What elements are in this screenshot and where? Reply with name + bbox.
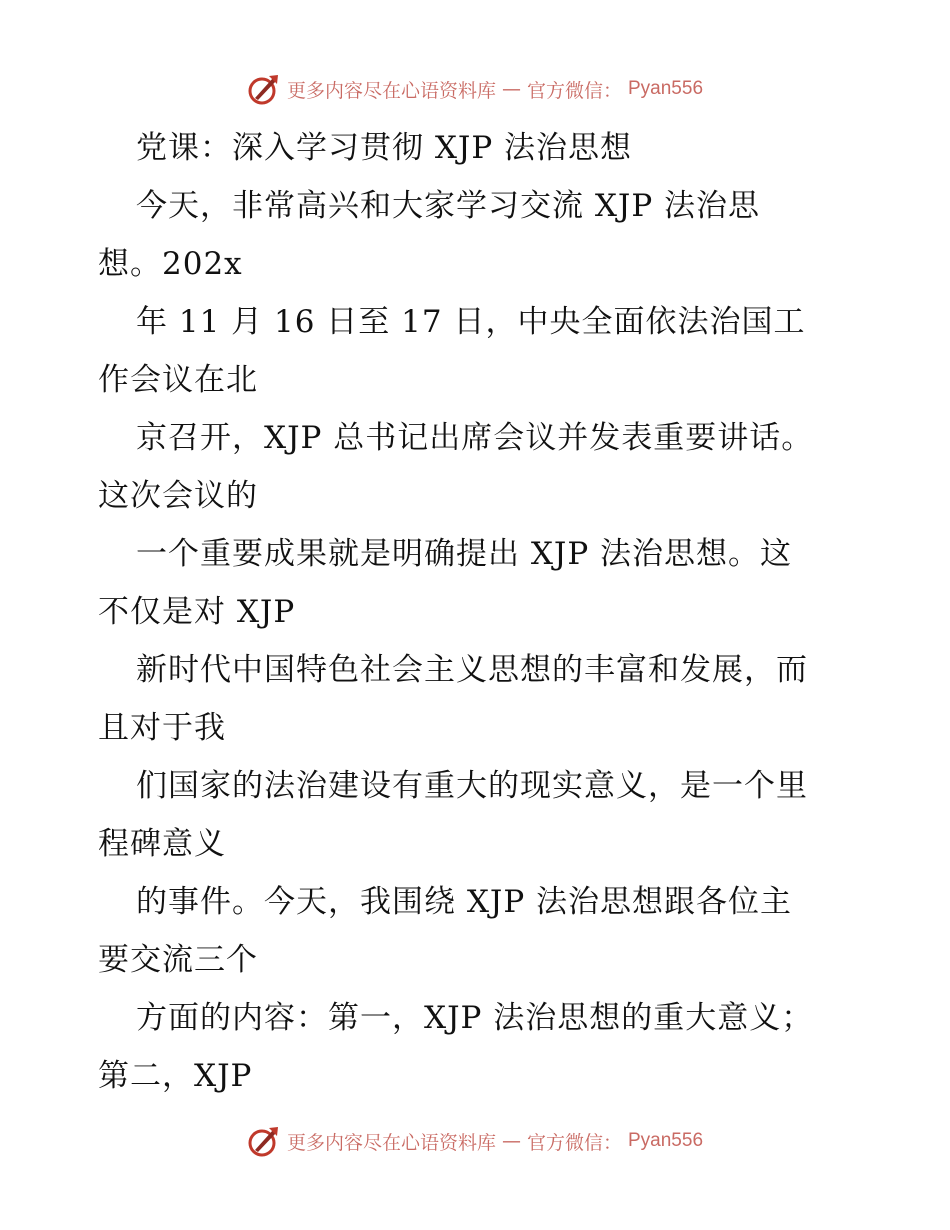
paragraph-line: 不仅是对 XJP — [98, 594, 296, 630]
paragraph-line: 且对于我 — [98, 710, 226, 746]
paragraph-line: 要交流三个 — [98, 942, 258, 978]
paragraph-line: 一个重要成果就是明确提出 XJP 法治思想。这 — [136, 536, 793, 572]
watermark-wechat-id: Pyan556 — [628, 1130, 704, 1151]
header-watermark — [0, 72, 950, 106]
watermark-wechat-id: Pyan556 — [628, 78, 704, 99]
paragraph-line: 京召开，XJP 总书记出席会议并发表重要讲话。 — [136, 420, 814, 456]
paragraph-line: 想。202x — [98, 246, 243, 282]
paragraph-line: 程碑意义 — [98, 826, 226, 862]
paragraph-line: 这次会议的 — [98, 478, 258, 514]
paragraph-line: 今天，非常高兴和大家学习交流 XJP 法治思 — [136, 188, 761, 224]
paragraph-line: 新时代中国特色社会主义思想的丰富和发展，而 — [136, 652, 808, 688]
paragraph-line: 年 11 月 16 日至 17 日，中央全面依法治国工 — [136, 304, 806, 340]
watermark-text: 更多内容尽在心语资料库 — [286, 1131, 496, 1154]
paragraph-line: 的事件。今天，我围绕 XJP 法治思想跟各位主 — [136, 884, 793, 920]
watermark-wechat-label: 官方微信： — [526, 1131, 622, 1154]
paragraph-line: 方面的内容：第一，XJP 法治思想的重大意义； — [136, 1000, 814, 1036]
paragraph-line: 作会议在北 — [98, 362, 258, 398]
paragraph-line: 们国家的法治建设有重大的现实意义，是一个里 — [136, 768, 808, 804]
paragraph-line: 第二，XJP — [98, 1058, 253, 1094]
watermark-text: 更多内容尽在心语资料库 — [286, 79, 496, 102]
quill-logo-icon — [247, 72, 281, 106]
watermark-wechat-label: 官方微信： — [526, 79, 622, 102]
document-title: 党课：深入学习贯彻 XJP 法治思想 — [136, 130, 633, 166]
quill-logo-icon — [247, 1124, 281, 1158]
watermark-dash: — — [501, 1130, 521, 1152]
footer-watermark — [0, 1124, 950, 1158]
watermark-dash: — — [501, 78, 521, 100]
